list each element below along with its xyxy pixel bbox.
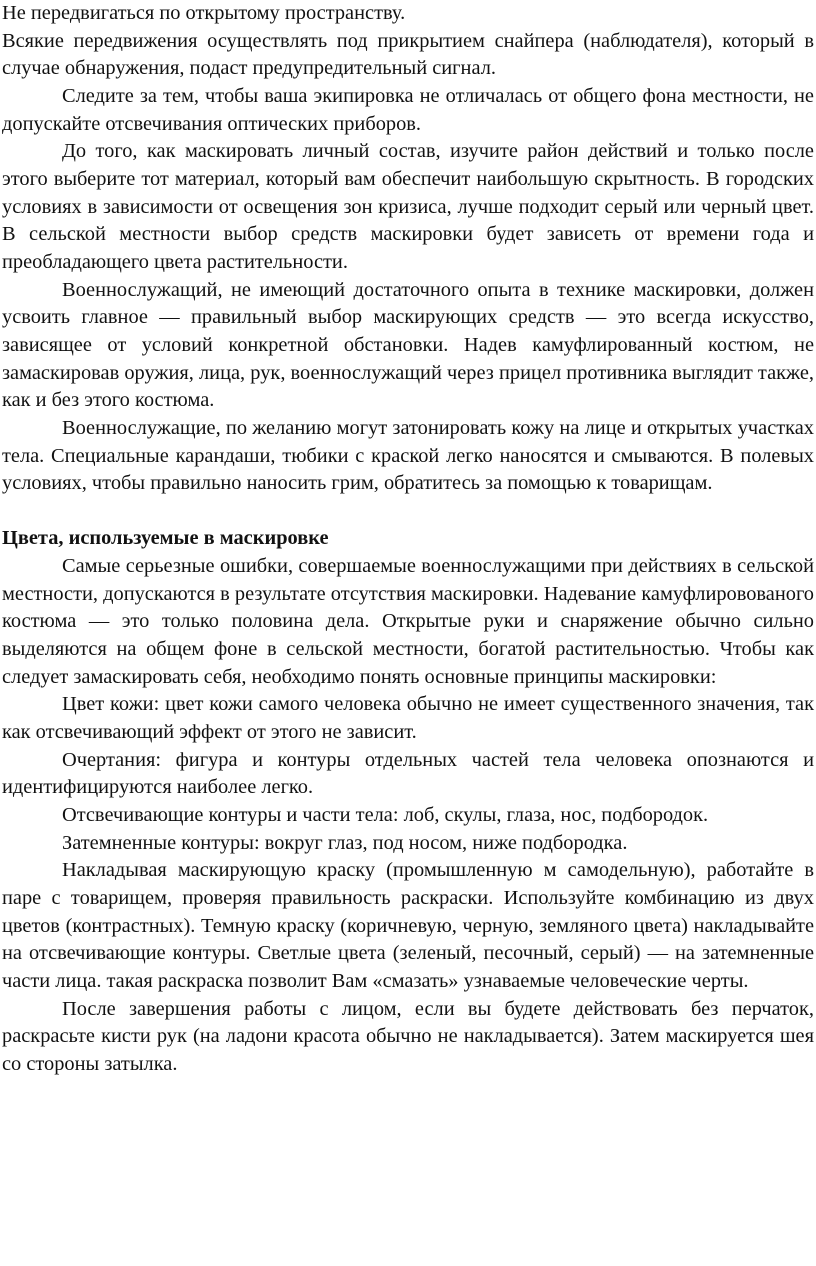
paragraph-applying-paint: Накладывая маскирующую краску (промышленную м самодельную), работайте в паре с товарищем, проверяя правильность раскраски. Используйте комбинацию из двух цветов (контрастных). Темную краску (коричневую, черную, земляного цвета) накладывайте на отсвечивающие контуры. Светлые цвета (зеленый, песочный, серый) — на затемненные части лица. такая раскраска позволит Вам «смазать» узнаваемые человеческие черты.	[2, 859, 814, 992]
paragraph-equipment-background: Следите за тем, чтобы ваша экипировка не отличалась от общего фона местности, не допускайте отсвечивания оптических приборов.	[2, 84, 814, 135]
paragraph-no-open-movement: Не передвигаться по открытому пространству.	[2, 2, 406, 24]
paragraph-skin-color: Цвет кожи: цвет кожи самого человека обычно не имеет существенного значения, так как отсвечивающий эффект от этого не зависит.	[2, 693, 814, 744]
paragraph-camouflage-art: Военнослужащий, не имеющий достаточного опыта в технике маскировки, должен усвоить главное — правильный выбор маскирующих средств — это всегда искусство, зависящее от условий конкретной обстановки. Надев камуфлированный костюм, не замаскировав оружия, лица, рук, военнослужащий через прицел противника выглядит также, как и без этого костюма.	[2, 278, 814, 412]
paragraph-serious-errors: Самые серьезные ошибки, совершаемые военнослужащими при действиях в сельской местности, допускаются в результате отсутствия маскировки. Надевание камуфлировованого костюма — это только половина дела. Открытые руки и снаряжение обычно сильно выделяются на общем фоне в сельской местности, богатой растительностью. Чтобы как следует замаскировать себя, необходимо понять основные принципы маскировки:	[2, 555, 814, 688]
paragraph-skin-toning: Военнослужащие, по желанию могут затонировать кожу на лице и открытых участках тела. Специальные карандаши, тюбики с краской легко наносятся и смываются. В полевых условиях, чтобы правильно наносить грим, обратитесь за помощью к товарищам.	[2, 416, 814, 495]
paragraph-sniper-cover: Всякие передвижения осуществлять под прикрытием снайпера (наблюдателя), который в случае обнаружения, подаст предупредительный сигнал.	[2, 29, 814, 80]
paragraph-darkened-contours: Затемненные контуры: вокруг глаз, под носом, ниже подбородка.	[62, 831, 628, 854]
paragraph-reflective-contours: Отсвечивающие контуры и части тела: лоб, скулы, глаза, нос, подбородок.	[62, 804, 709, 827]
paragraph-hands-neck: После завершения работы с лицом, если вы будете действовать без перчаток, раскрасьте кисти рук (на ладони красота обычно не накладывается). Затем маскируется шея со стороны затылка.	[2, 997, 814, 1075]
section-heading: Цвета, используемые в маскировке	[2, 527, 329, 550]
paragraph-outlines: Очертания: фигура и контуры отдельных частей тела человека опознаются и идентифицируются наиболее легко.	[2, 748, 814, 799]
blank-line	[2, 498, 814, 526]
paragraph-study-area: До того, как маскировать личный состав, изучите район действий и только после этого выберите тот материал, который вам обеспечит наибольшую скрытность. В городских условиях в зависимости от освещения зон кризиса, лучше подходит серый или черный цвет. В сельской местности выбор средств маскировки будет зависеть от времени года и преобладающего цвета растительности.	[2, 140, 814, 273]
